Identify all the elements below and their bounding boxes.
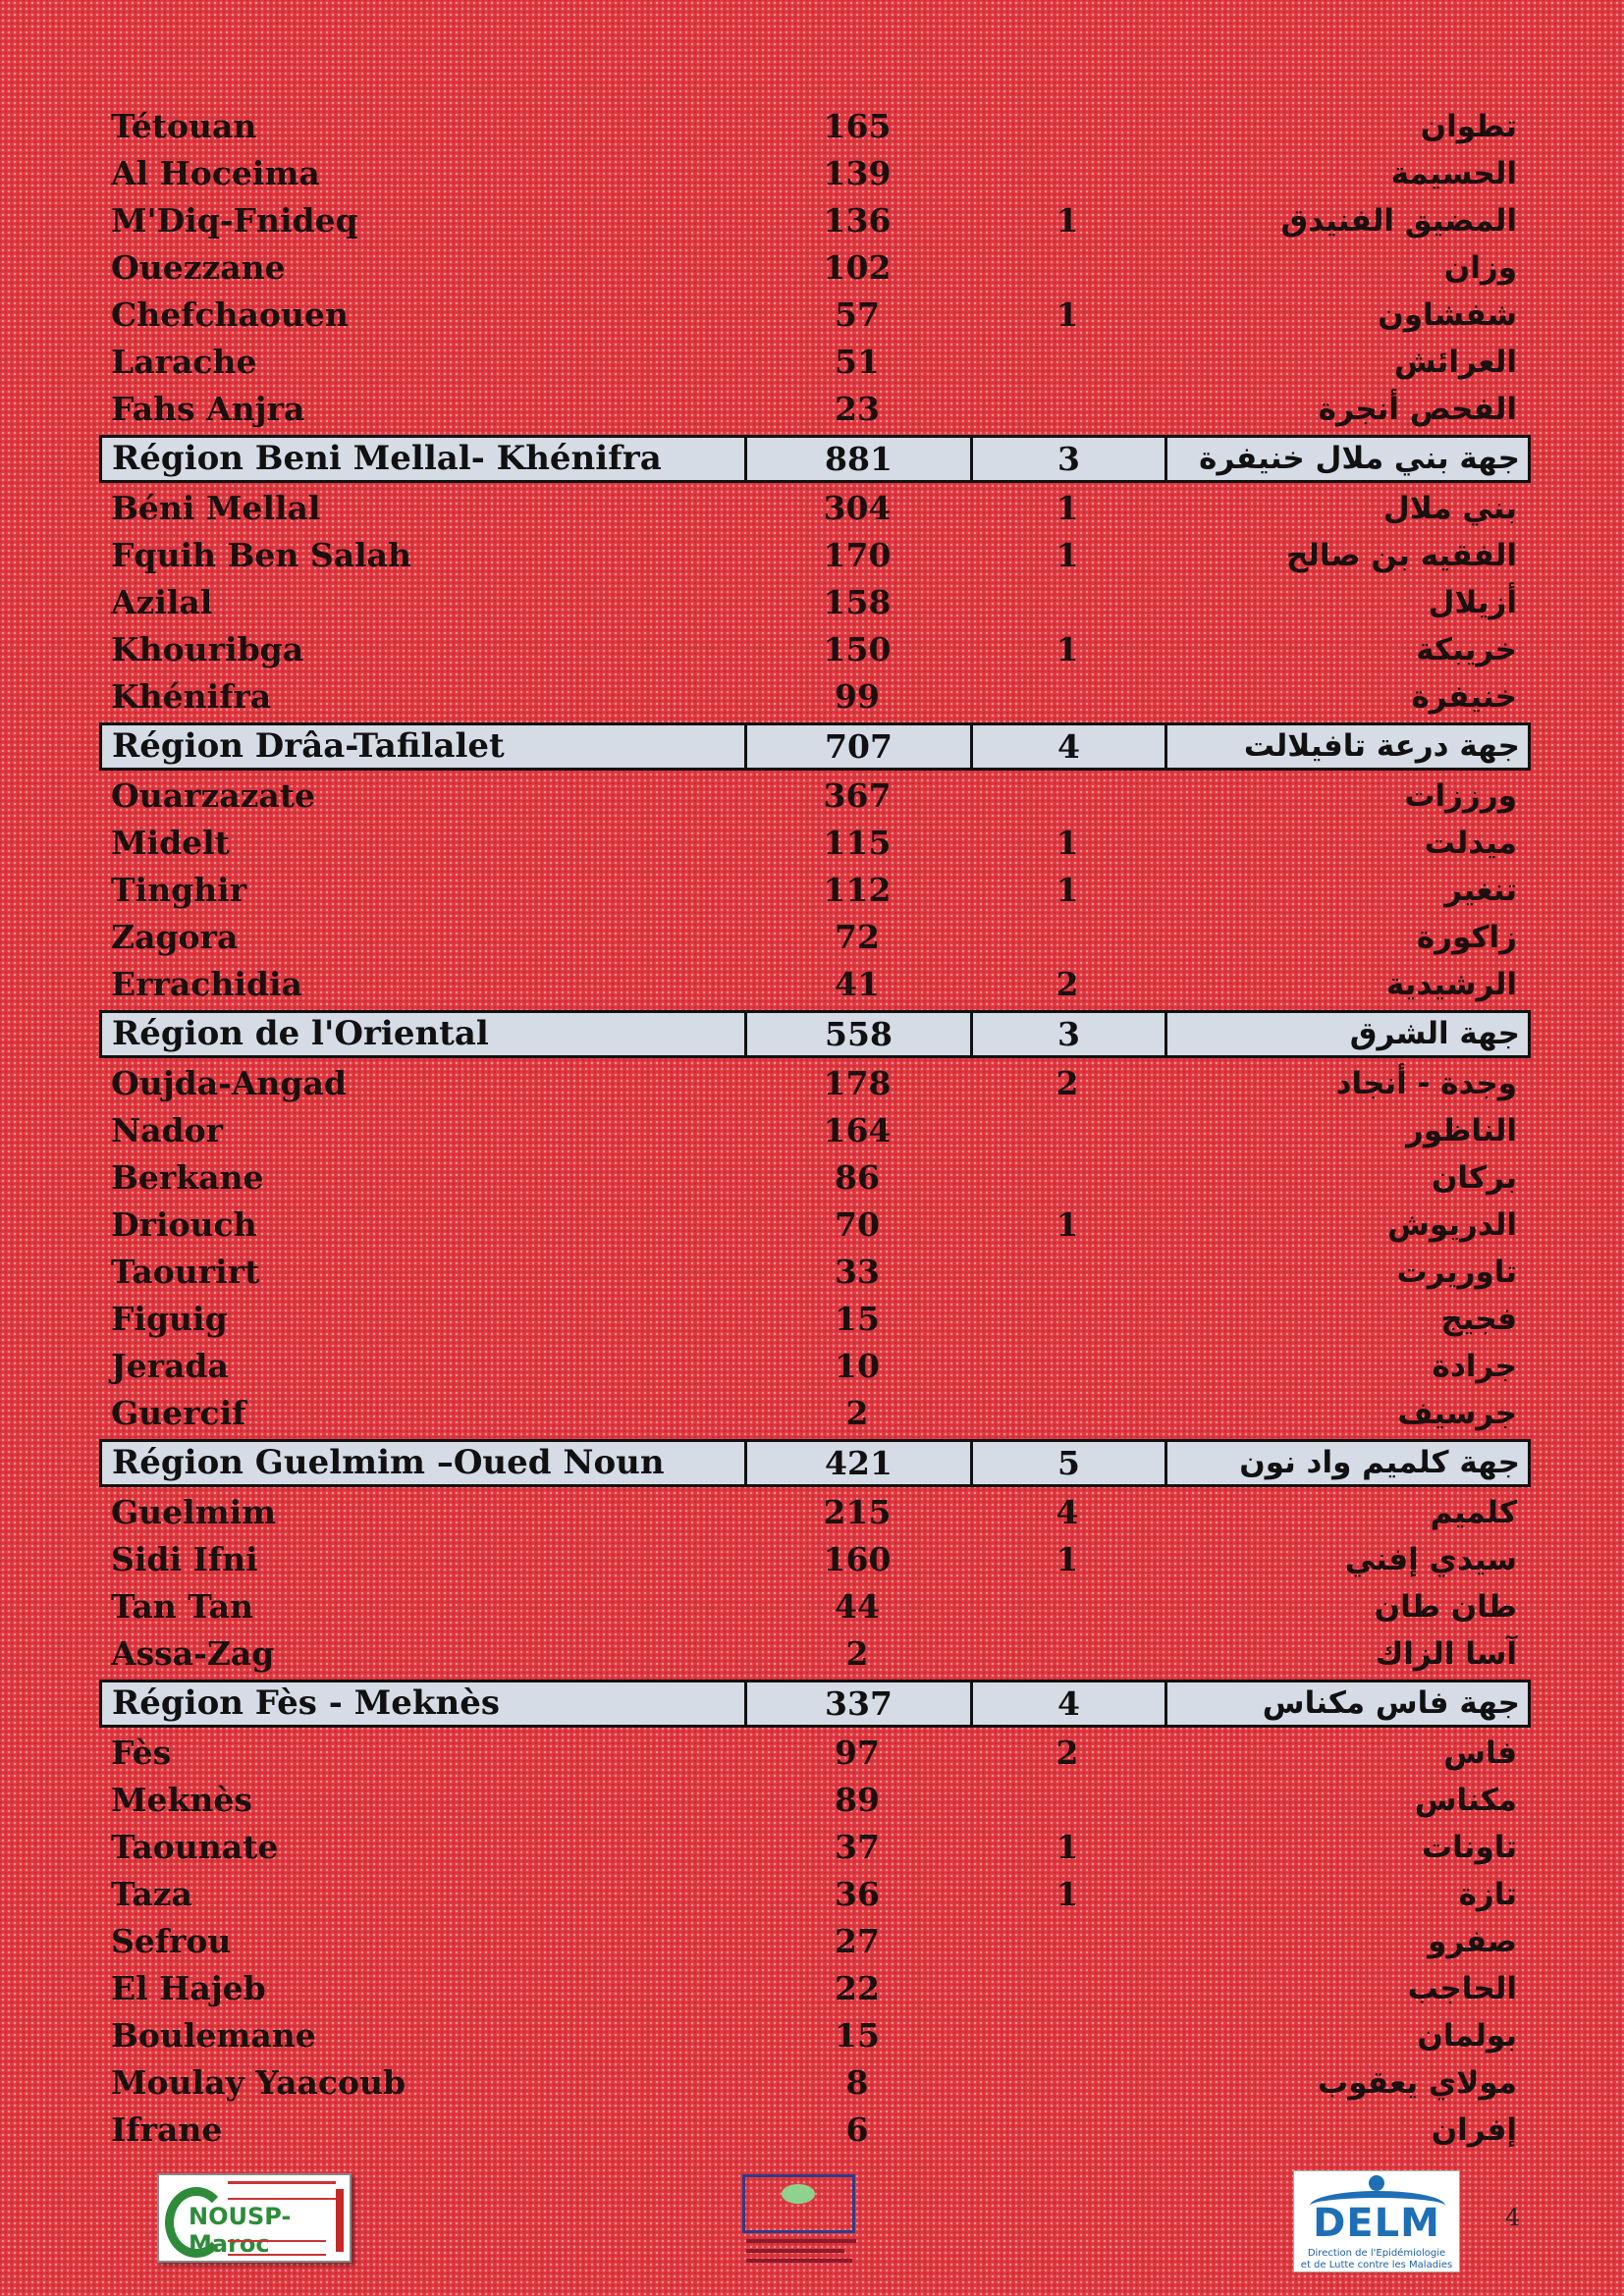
arabic-name: الحسيمة	[1390, 156, 1517, 191]
case-count: 112	[823, 871, 892, 909]
french-name: Guercif	[111, 1394, 246, 1432]
case-count: 707	[747, 725, 973, 768]
province-row	[99, 1730, 1531, 1777]
french-name: Taourirt	[111, 1253, 260, 1291]
french-name: Driouch	[111, 1205, 257, 1244]
case-count: 57	[835, 295, 880, 334]
case-count: 165	[823, 107, 892, 145]
region-row	[99, 722, 1531, 771]
region-row	[99, 435, 1531, 483]
case-count: 89	[835, 1781, 880, 1819]
french-name: M'Diq-Fnideq	[111, 201, 358, 240]
province-row	[99, 1536, 1531, 1583]
province-row	[99, 673, 1531, 721]
french-name: Midelt	[111, 824, 230, 862]
nousp-logo-text: NOUSP-Maroc	[189, 2203, 292, 2258]
arabic-name: الحاجب	[1407, 1971, 1517, 2006]
french-name: Moulay Yaacoub	[111, 2063, 406, 2102]
french-name: Région Fès - Meknès	[102, 1682, 747, 1725]
arabic-name: كلميم	[1430, 1495, 1517, 1530]
french-name: Taza	[111, 1875, 192, 1913]
french-name: Berkane	[111, 1158, 264, 1197]
arabic-name: تاونات	[1422, 1830, 1517, 1865]
case-count: 158	[823, 583, 892, 621]
case-count: 86	[835, 1158, 880, 1197]
case-count: 8	[845, 2063, 869, 2102]
province-row	[99, 1583, 1531, 1630]
french-name: Tinghir	[111, 871, 247, 909]
french-name: Sidi Ifni	[111, 1540, 258, 1578]
case-count: 33	[835, 1253, 880, 1291]
case-count: 2	[845, 1634, 869, 1673]
arabic-name: بولمان	[1417, 2018, 1517, 2054]
province-row	[99, 773, 1531, 820]
arabic-name: خريبكة	[1416, 632, 1517, 667]
case-count: 2	[845, 1394, 869, 1432]
secondary-count: 1	[1056, 1828, 1079, 1866]
case-count: 51	[835, 343, 880, 381]
french-name: Ifrane	[111, 2110, 223, 2149]
french-name: Taounate	[111, 1828, 279, 1866]
region-row	[99, 1680, 1531, 1728]
french-name: Tan Tan	[111, 1587, 254, 1626]
ministry-emblem-logo	[742, 2174, 860, 2277]
case-count: 22	[835, 1969, 880, 2007]
case-count: 41	[835, 965, 880, 1003]
arabic-name: المضيق الفنيدق	[1280, 203, 1517, 239]
arabic-name: زاكورة	[1416, 920, 1517, 955]
nousp-maroc-logo	[157, 2173, 352, 2263]
french-name: Ouarzazate	[111, 776, 315, 815]
secondary-count: 3	[973, 438, 1167, 480]
french-name: Boulemane	[111, 2016, 316, 2055]
secondary-count: 2	[1056, 1064, 1079, 1102]
region-row	[99, 1010, 1531, 1058]
province-row	[99, 532, 1531, 579]
province-row	[99, 1390, 1531, 1437]
case-count: 97	[835, 1734, 880, 1772]
secondary-count: 1	[1056, 1875, 1079, 1913]
french-name: Oujda-Angad	[111, 1064, 347, 1102]
case-count: 881	[747, 438, 973, 480]
arabic-name: سيدي إفني	[1344, 1542, 1517, 1577]
arabic-name: مكناس	[1414, 1783, 1517, 1818]
french-name: El Hajeb	[111, 1969, 266, 2007]
province-row	[99, 1777, 1531, 1824]
french-name: Chefchaouen	[111, 295, 349, 334]
secondary-count: 1	[1056, 1205, 1079, 1244]
french-name: Guelmim	[111, 1493, 277, 1531]
arabic-name: بني ملال	[1382, 491, 1517, 526]
case-count: 139	[823, 154, 892, 192]
secondary-count: 1	[1056, 630, 1079, 668]
arabic-name: جهة الشرق	[1349, 1016, 1520, 1051]
french-name: Khouribga	[111, 630, 304, 668]
case-count: 27	[835, 1922, 880, 1960]
french-name: Tétouan	[111, 107, 257, 145]
secondary-count: 1	[1056, 489, 1079, 527]
delm-subtitle-line-1: Direction de l'Epidémiologie	[1307, 2248, 1446, 2259]
arabic-name: العرائش	[1393, 345, 1517, 380]
region-row	[99, 1439, 1531, 1487]
case-count: 99	[835, 677, 880, 716]
arabic-name: ميدلت	[1424, 826, 1517, 861]
arabic-name: بركان	[1431, 1160, 1517, 1196]
secondary-count: 4	[973, 725, 1167, 768]
case-count: 72	[835, 918, 880, 956]
arabic-name: ورززات	[1404, 778, 1517, 814]
secondary-count: 4	[973, 1682, 1167, 1725]
case-count: 215	[823, 1493, 892, 1531]
province-row	[99, 292, 1531, 339]
french-name: Région de l'Oriental	[102, 1013, 747, 1055]
province-row	[99, 1154, 1531, 1201]
case-count: 23	[835, 390, 880, 428]
french-name: Larache	[111, 343, 257, 381]
province-row	[99, 1824, 1531, 1871]
province-row	[99, 1871, 1531, 1918]
case-count: 367	[823, 776, 892, 815]
arabic-name: فاس	[1443, 1735, 1517, 1771]
french-name: Nador	[111, 1111, 224, 1149]
arabic-name: صفرو	[1428, 1924, 1517, 1959]
french-name: Al Hoceima	[111, 154, 320, 192]
province-row	[99, 820, 1531, 867]
french-name: Meknès	[111, 1781, 252, 1819]
secondary-count: 1	[1056, 536, 1079, 574]
secondary-count: 5	[973, 1442, 1167, 1484]
delm-subtitle-line-2: et de Lutte contre les Maladies	[1300, 2260, 1453, 2270]
case-count: 178	[823, 1064, 892, 1102]
province-row	[99, 2059, 1531, 2107]
secondary-count: 1	[1056, 1540, 1079, 1578]
arabic-name: الفحص أنجرة	[1318, 392, 1517, 427]
arabic-name: تطوان	[1420, 109, 1517, 144]
arabic-name: جهة كلميم واد نون	[1239, 1445, 1520, 1480]
case-count: 304	[823, 489, 892, 527]
case-count: 15	[835, 2016, 880, 2055]
arabic-name: وزان	[1443, 250, 1517, 286]
french-name: Fquih Ben Salah	[111, 536, 412, 574]
province-row	[99, 1201, 1531, 1249]
case-count: 150	[823, 630, 892, 668]
french-name: Ouezzane	[111, 248, 286, 287]
province-row	[99, 150, 1531, 197]
province-row	[99, 626, 1531, 673]
french-name: Jerada	[111, 1347, 229, 1385]
province-row	[99, 914, 1531, 961]
delm-logo-text: DELM	[1313, 2201, 1440, 2246]
french-name: Sefrou	[111, 1922, 232, 1960]
arabic-name: الفقيه بن صالح	[1285, 538, 1517, 573]
arabic-name: إفران	[1431, 2112, 1517, 2148]
case-count: 15	[835, 1300, 880, 1338]
case-count: 102	[823, 248, 892, 287]
province-row	[99, 1918, 1531, 1965]
french-name: Béni Mellal	[111, 489, 321, 527]
secondary-count: 1	[1056, 201, 1079, 240]
page-number: 4	[1505, 2204, 1521, 2231]
case-count: 170	[823, 536, 892, 574]
province-row	[99, 197, 1531, 244]
secondary-count: 3	[973, 1013, 1167, 1055]
case-count: 136	[823, 201, 892, 240]
arabic-name: جرسيف	[1397, 1396, 1517, 1431]
province-row	[99, 579, 1531, 626]
arabic-name: أزيلال	[1428, 585, 1517, 620]
arabic-name: وجدة - أنجاد	[1335, 1066, 1517, 1101]
french-name: Khénifra	[111, 677, 272, 716]
secondary-count: 1	[1056, 295, 1079, 334]
case-count: 10	[835, 1347, 880, 1385]
case-count: 70	[835, 1205, 880, 1244]
case-count: 36	[835, 1875, 880, 1913]
province-row	[99, 961, 1531, 1008]
arabic-name: تنغير	[1444, 873, 1517, 908]
french-name: Assa-Zag	[111, 1634, 275, 1673]
case-count: 421	[747, 1442, 973, 1484]
arabic-name: جهة درعة تافيلالت	[1243, 728, 1520, 764]
province-row	[99, 1343, 1531, 1390]
case-count: 37	[835, 1828, 880, 1866]
province-row	[99, 2107, 1531, 2154]
province-row	[99, 1060, 1531, 1107]
case-count: 6	[845, 2110, 869, 2149]
secondary-count: 4	[1056, 1493, 1079, 1531]
french-name: Région Beni Mellal- Khénifra	[102, 438, 747, 480]
french-name: Région Guelmim –Oued Noun	[102, 1442, 747, 1484]
province-row	[99, 485, 1531, 532]
province-row	[99, 1630, 1531, 1678]
secondary-count: 2	[1056, 1734, 1079, 1772]
delm-logo	[1293, 2170, 1460, 2272]
arabic-name: الرشيدية	[1385, 967, 1517, 1002]
arabic-name: فجيج	[1440, 1302, 1517, 1337]
secondary-count: 1	[1056, 824, 1079, 862]
arabic-name: الناظور	[1405, 1113, 1517, 1148]
case-count: 558	[747, 1013, 973, 1055]
case-count: 160	[823, 1540, 892, 1578]
french-name: Région Drâa-Tafilalet	[102, 725, 747, 768]
french-name: Figuig	[111, 1300, 228, 1338]
province-row	[99, 1249, 1531, 1296]
french-name: Zagora	[111, 918, 239, 956]
province-row	[99, 1489, 1531, 1536]
cases-table	[99, 103, 1531, 2154]
french-name: Azilal	[111, 583, 213, 621]
province-row	[99, 244, 1531, 292]
arabic-name: مولاي يعقوب	[1318, 2065, 1517, 2101]
province-row	[99, 103, 1531, 150]
arabic-name: جهة بني ملال خنيفرة	[1199, 441, 1520, 476]
province-row	[99, 1107, 1531, 1154]
secondary-count: 1	[1056, 871, 1079, 909]
province-row	[99, 386, 1531, 433]
province-row	[99, 1965, 1531, 2012]
province-row	[99, 339, 1531, 386]
french-name: Fahs Anjra	[111, 390, 305, 428]
french-name: Errachidia	[111, 965, 302, 1003]
arabic-name: الدريوش	[1387, 1207, 1517, 1243]
secondary-count: 2	[1056, 965, 1079, 1003]
arabic-name: طان طان	[1374, 1589, 1517, 1625]
arabic-name: شفشاون	[1378, 297, 1517, 333]
province-row	[99, 2012, 1531, 2059]
case-count: 164	[823, 1111, 892, 1149]
case-count: 337	[747, 1682, 973, 1725]
arabic-name: تازة	[1458, 1877, 1517, 1912]
province-row	[99, 867, 1531, 914]
case-count: 44	[835, 1587, 880, 1626]
french-name: Fès	[111, 1734, 172, 1772]
arabic-name: خنيفرة	[1411, 679, 1517, 715]
arabic-name: جهة فاس مكناس	[1262, 1685, 1520, 1721]
arabic-name: آسا الزاك	[1375, 1636, 1517, 1672]
arabic-name: تاوريرت	[1396, 1255, 1517, 1290]
province-row	[99, 1296, 1531, 1343]
case-count: 115	[823, 824, 892, 862]
arabic-name: جرادة	[1432, 1349, 1517, 1384]
